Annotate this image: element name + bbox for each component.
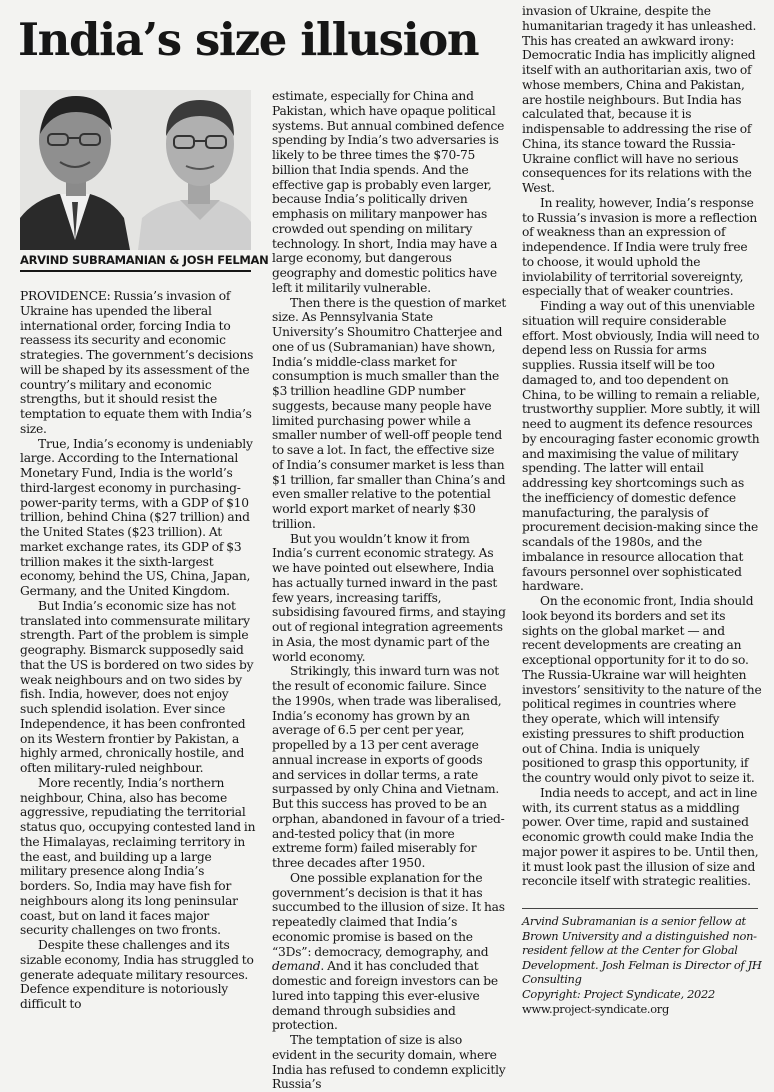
divider <box>522 908 758 909</box>
article-column-2 <box>272 89 507 1092</box>
paragraph: The temptation of size is also evident in the security domain, where India has refused to condemn explicitly Russia’s <box>272 1033 506 1092</box>
author-photo <box>20 90 251 250</box>
paragraph: PROVIDENCE: Russia’s invasion of Ukraine has upended the liberal international order, forcing India to reassess its security and economic strategies. The government’s decisions will be shaped by its assessment of the country’s military and economic strengths, but it should resist the temptation to equate them with India’s size. <box>20 289 254 436</box>
source-url: www.project-syndicate.org <box>522 1001 669 1016</box>
emphasis: demand <box>272 959 321 974</box>
paragraph: Strikingly, this inward turn was not the result of economic failure. Since the 1990s, when trade was liberalised, India’s economy has grown by an average of 6.5 per cent per year, propelled by a 13 per cent average annual increase in exports of goods and services in dollar terms, a rate surpassed by only China and Vietnam. But this success has proved to be an orphan, abandoned in favour of a tried-and-tested policy that (in more extreme form) failed miserably for three decades after 1950. <box>272 664 505 870</box>
author-portraits-illustration <box>20 90 251 250</box>
article-column-1 <box>20 289 257 1012</box>
paragraph: Despite these challenges and its sizable economy, India has struggled to generate adequate military resources. Defence expenditure is notoriously difficult to <box>20 938 254 1011</box>
paragraph: invasion of Ukraine, despite the humanitarian tragedy it has unleashed. This has created an awkward irony: Democratic India has implicitly aligned itself with an authoritarian axis, two of whose members, China and Pakistan, are hostile neighbours. But India has calculated that, because it is indispensable to addressing the rise of China, its stance toward the Russia-Ukraine conflict will have no serious consequences for its relations with the West. <box>522 4 757 195</box>
paragraph: True, India’s economy is undeniably large. According to the International Monetary Fund, India is the world’s third-largest economy in purchasing-power-parity terms, with a GDP of $10 trillion, behind China ($27 trillion) and the United States ($23 trillion). At market exchange rates, its GDP of $3 trillion makes it the sixth-largest economy, behind the US, China, Japan, Germany, and the United Kingdom. <box>20 436 253 598</box>
paragraph: Finding a way out of this unenviable situation will require considerable effort. Most obviously, India will need to depend less on Russia for arms supplies. Russia itself will be too damaged to, and too dependent on China, to be willing to remain a reliable, trustworthy supplier. More subtly, it will need to augment its defence resources by encouraging faster economic growth and maximising the value of military spending. The latter will entail addressing key shortcomings such as the inefficiency of domestic defence manufacturing, the paralysis of procurement decision-making since the scandals of the 1980s, and the imbalance in resource allocation that favours personnel over sophisticated hardware. <box>522 299 761 594</box>
paragraph: estimate, especially for China and Pakistan, which have opaque political systems. But annual combined defence spending by India’s two adversaries is likely to be three times the $70-75 billion that India spends. And the effective gap is probably even larger, because India’s politically driven emphasis on military manpower has crowded out spending on military technology. In short, India may have a large economy, but dangerous geography and domestic politics have left it militarily vulnerable. <box>272 89 505 295</box>
paragraph: Then there is the question of market size. As Pennsylvania State University’s Shoumitro Chatterjee and one of us (Subramanian) have shown, India’s middle-class market for consumption is much smaller than the $3 trillion headline GDP number suggests, because many people have limited purchasing power while a smaller number of well-off people tend to save a lot. In fact, the effective size of India’s consumer market is less than $1 trillion, far smaller than China’s and even smaller relative to the potential world export market of nearly $30 trillion. <box>272 295 507 531</box>
author-note <box>522 914 772 1016</box>
article-column-3 <box>522 4 762 889</box>
paragraph: India needs to accept, and act in line with, its current status as a middling power. Over time, rapid and sustained economic growth could make India the major power it aspires to be. Until then, it must look past the illusion of size and reconcile itself with strategic realities. <box>522 785 759 889</box>
byline: ARVIND SUBRAMANIAN & JOSH FELMAN <box>20 253 251 272</box>
paragraph: But you wouldn’t know it from India’s current economic strategy. As we have pointed out elsewhere, India has actually turned inward in the past few years, increasing tariffs, subsidising favoured firms, and staying out of regional integration agreements in Asia, the most dynamic part of the world economy. <box>272 531 506 664</box>
paragraph: On the economic front, India should look beyond its borders and set its sights on the global market — and recent developments are creating an exceptional opportunity for it to do so. The Russia-Ukraine war will heighten investors’ sensitivity to the nature of the political regimes in countries where they operate, which will intensify existing pressures to shift production out of China. India is uniquely positioned to grasp this opportunity, if the country would only pivot to seize it. <box>522 594 762 785</box>
copyright: Copyright: Project Syndicate, 2022 <box>522 986 715 1001</box>
paragraph: One possible explanation for the government’s decision is that it has succumbed to the illusion of size. It has repeatedly claimed that India’s economic promise is based on the “3Ds”: democracy, demography, and demand. And it has concluded that domestic and foreign investors can be lured into tapping this ever-elusive demand through subsidies and protection. <box>272 870 505 1033</box>
paragraph: In reality, however, India’s response to Russia’s invasion is more a reflection of weakness than an expression of independence. If India were truly free to choose, it would uphold the inviolability of territorial sovereignty, especially that of weaker countries. <box>522 195 758 299</box>
paragraph: More recently, India’s northern neighbour, China, also has become aggressive, repudiating the territorial status quo, occupying contested land in the Himalayas, reclaiming territory in the east, and building up a large military presence along India’s borders. So, India may have fish for neighbours along its long peninsular coast, but on land it faces major security challenges on two fronts. <box>20 775 256 938</box>
paragraph: But India’s economic size has not translated into commensurate military strength. Part of the problem is simple geography. Bismarck supposedly said that the US is bordered on two sides by weak neighbours and on two sides by fish. India, however, does not enjoy such splendid isolation. Ever since Independence, it has been confronted on its Western frontier by Pakistan, a highly armed, chronically hostile, and often military-ruled neighbour. <box>20 598 254 775</box>
author-bio: Arvind Subramanian is a senior fellow at Brown University and a distinguished non-resident fellow at the Center for Global Development. Josh Felman is Director of JH Consulting <box>522 914 762 987</box>
headline: India’s size illusion <box>18 13 479 66</box>
